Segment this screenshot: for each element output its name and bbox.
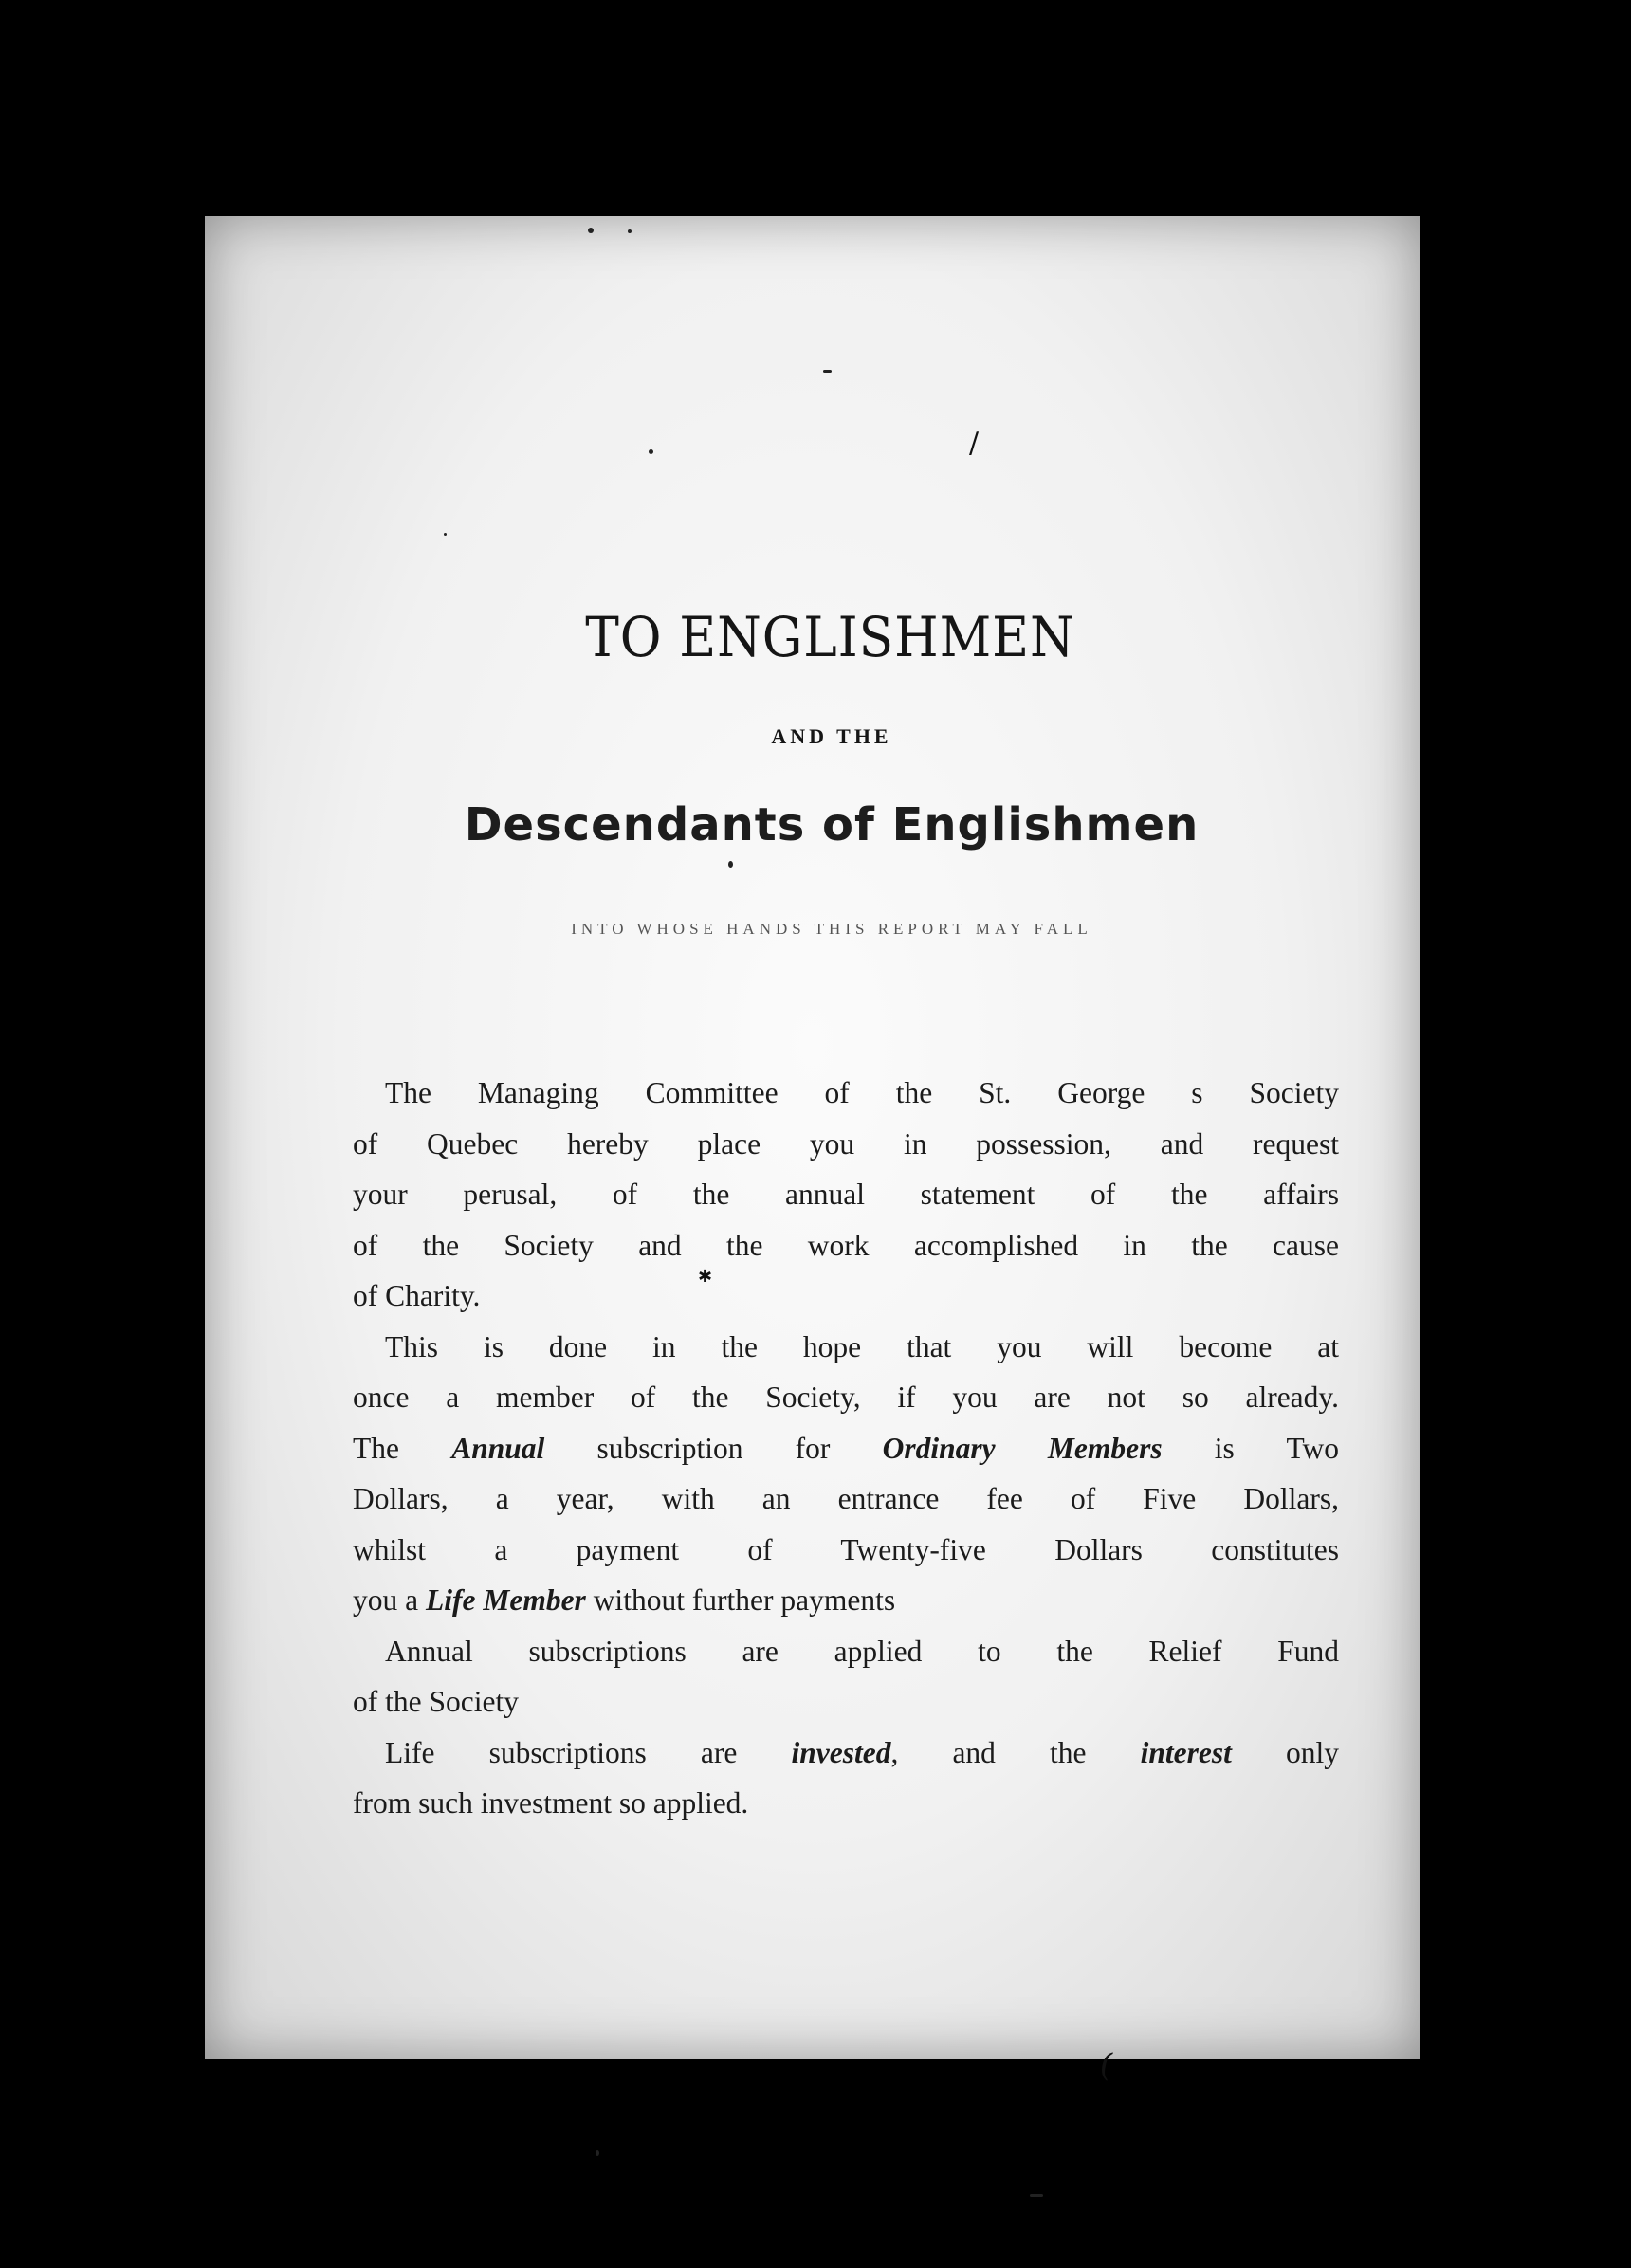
paragraph-1	[353, 1068, 1339, 1322]
scan-speck	[823, 370, 832, 373]
text-span: is Two	[1162, 1431, 1339, 1465]
paragraph-2	[353, 1322, 1339, 1626]
text-line: from such investment so applied.	[353, 1786, 749, 1820]
text-span: subscription for	[544, 1431, 883, 1465]
text-line: This is done in the hope that you will become at	[385, 1329, 1339, 1363]
text-line: whilst a payment of Twenty-five Dollars constitutes	[353, 1532, 1339, 1566]
text-line	[353, 1728, 1339, 1779]
text-line: of Charity.	[353, 1279, 481, 1312]
scan-mark: /	[969, 427, 980, 460]
text-span: you a	[353, 1583, 426, 1617]
text-span: The	[353, 1431, 452, 1465]
text-line: of Quebec hereby place you in possession, and request	[353, 1126, 1339, 1161]
text-span: Life subscriptions are	[385, 1735, 792, 1769]
text-line	[353, 1575, 1339, 1626]
scan-speck	[649, 449, 653, 454]
text-span: , and the	[890, 1735, 1141, 1769]
scan-speck	[444, 533, 447, 536]
scan-speck	[728, 861, 733, 868]
text-line: your perusal, of the annual statement of the affairs	[353, 1178, 1339, 1211]
paragraph-4	[353, 1728, 1339, 1829]
emphasis-text: Annual	[451, 1431, 545, 1465]
text-line: of the Society	[353, 1685, 519, 1718]
emphasis-text: Life Member	[425, 1583, 586, 1617]
heading-subtitle: AND THE	[771, 724, 892, 748]
heading-dedication: INTO WHOSE HANDS THIS REPORT MAY FALL	[571, 920, 1092, 938]
scan-mark: ✱	[698, 1267, 713, 1287]
scan-speck	[596, 2150, 599, 2156]
body-text	[353, 1068, 1339, 1829]
text-line: The Managing Committee of the St. George s Society	[385, 1076, 1339, 1109]
text-span: only	[1231, 1735, 1339, 1769]
scan-speck	[588, 228, 594, 233]
text-line: Dollars, a year, with an entrance fee of Five Dollars,	[353, 1482, 1339, 1515]
text-span: without further payments	[585, 1583, 896, 1617]
emphasis-text: invested	[791, 1735, 891, 1769]
text-line: of the Society and the work accomplished in the cause	[353, 1228, 1339, 1262]
text-line	[353, 1423, 1339, 1474]
scan-speck	[1030, 2194, 1043, 2197]
emphasis-text: Ordinary Members	[882, 1431, 1163, 1465]
paragraph-3	[353, 1626, 1339, 1728]
scan-speck	[628, 229, 632, 233]
text-line: once a member of the Society, if you are not so already.	[353, 1381, 1339, 1414]
document-page	[205, 216, 1420, 2085]
text-line: Annual subscriptions are applied to the Relief Fund	[385, 1634, 1339, 1668]
scan-mark: (	[1095, 2045, 1117, 2085]
heading-descendants: Descendants of Englishmen	[464, 798, 1200, 851]
heading-title: TO ENGLISHMEN	[585, 605, 1075, 669]
emphasis-text: interest	[1140, 1735, 1232, 1769]
